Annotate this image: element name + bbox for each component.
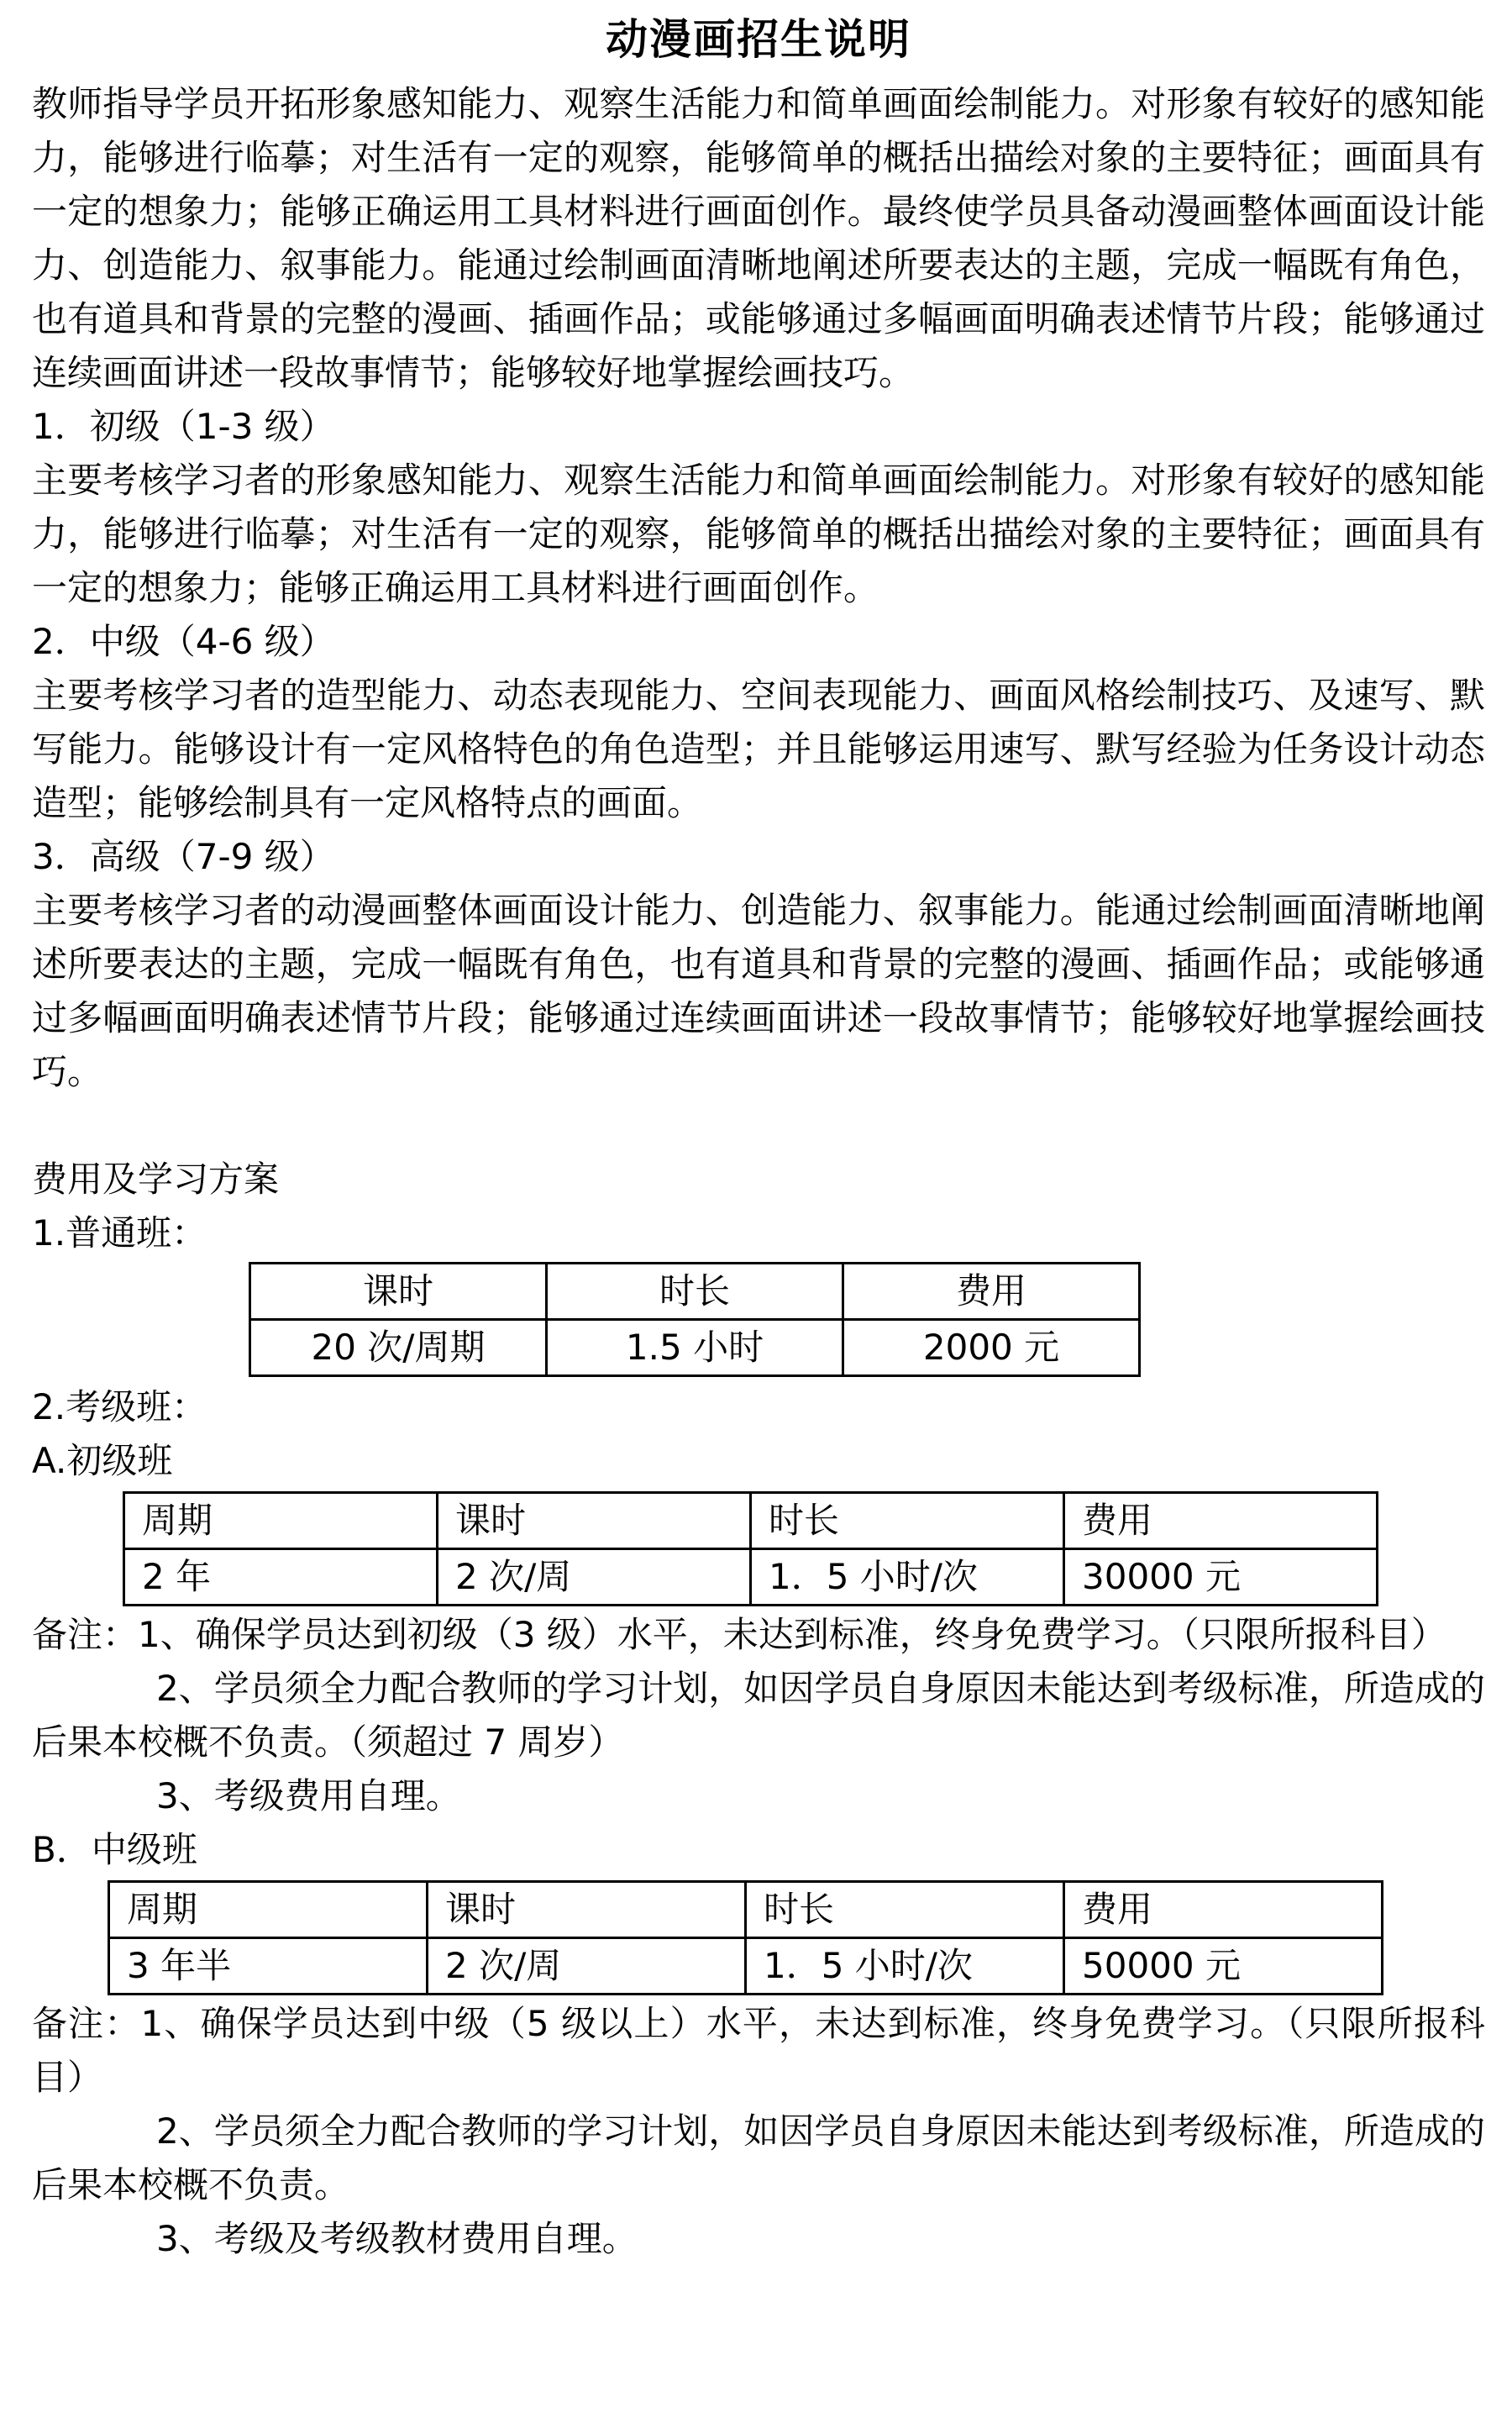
table-header-row — [250, 1264, 1140, 1320]
table-header-cell: 费用 — [1064, 1882, 1383, 1938]
table-row — [109, 1938, 1383, 1995]
table-cell: 30000 元 — [1064, 1549, 1378, 1606]
table-cell: 1.5 小时 — [547, 1320, 843, 1376]
intermediate-class-heading: B．中级班 — [32, 1829, 197, 1870]
beginner-class-table — [123, 1491, 1378, 1606]
table-header-row — [109, 1882, 1383, 1938]
level-1-heading: 1．初级（1-3 级） — [32, 406, 335, 447]
beginner-note-3: 3、考级费用自理。 — [156, 1775, 461, 1816]
beginner-note-1: 备注：1、确保学员达到初级（3 级）水平，未达到标准，终身免费学习。（只限所报科目） — [32, 1614, 1446, 1655]
table-header-cell: 周期 — [109, 1882, 428, 1938]
table-header-cell: 周期 — [124, 1493, 438, 1549]
table-cell: 2 年 — [124, 1549, 438, 1606]
table-header-cell: 课时 — [428, 1882, 746, 1938]
table-row — [124, 1549, 1378, 1606]
table-cell: 20 次/周期 — [250, 1320, 547, 1376]
beginner-note-2: 2、学员须全力配合教师的学习计划，如因学员自身原因未能达到考级标准，所造成的后果本校概不负责。（须超过 7 周岁） — [32, 1668, 1485, 1763]
intermediate-class-table — [108, 1880, 1383, 1995]
table-header-cell: 课时 — [250, 1264, 547, 1320]
level-2-text: 主要考核学习者的造型能力、动态表现能力、空间表现能力、画面风格绘制技巧、及速写、默写能力。能够设计有一定风格特色的角色造型；并且能够运用速写、默写经验为任务设计动态造型；能够绘制具有一定风格特点的画面。 — [32, 675, 1485, 823]
table-cell: 1．5 小时/次 — [751, 1549, 1064, 1606]
table-cell: 1．5 小时/次 — [746, 1938, 1064, 1995]
regular-class-heading: 1.普通班： — [32, 1212, 207, 1254]
page-title: 动漫画招生说明 — [606, 15, 911, 64]
table-header-cell: 课时 — [438, 1493, 751, 1549]
table-cell: 2 次/周 — [428, 1938, 746, 1995]
table-header-cell: 时长 — [746, 1882, 1064, 1938]
table-cell: 2 次/周 — [438, 1549, 751, 1606]
table-cell: 50000 元 — [1064, 1938, 1383, 1995]
beginner-class-heading: A.初级班 — [32, 1440, 173, 1481]
intermediate-note-3: 3、考级及考级教材费用自理。 — [156, 2218, 638, 2259]
table-header-row — [124, 1493, 1378, 1549]
fees-heading: 费用及学习方案 — [32, 1159, 280, 1200]
level-3-heading: 3．高级（7-9 级） — [32, 836, 335, 877]
table-cell: 2000 元 — [843, 1320, 1140, 1376]
table-cell: 3 年半 — [109, 1938, 428, 1995]
section-spacer — [32, 1099, 1485, 1153]
document-page — [32, 0, 1485, 2266]
level-2-heading: 2．中级（4-6 级） — [32, 621, 335, 662]
table-header-cell: 费用 — [1064, 1493, 1378, 1549]
table-header-cell: 时长 — [547, 1264, 843, 1320]
level-1-text: 主要考核学习者的形象感知能力、观察生活能力和简单画面绘制能力。对形象有较好的感知能力，能够进行临摹；对生活有一定的观察，能够简单的概括出描绘对象的主要特征；画面具有一定的想象力；能够正确运用工具材料进行画面创作。 — [32, 460, 1485, 608]
intermediate-note-1: 备注：1、确保学员达到中级（5 级以上）水平，未达到标准，终身免费学习。（只限所报科目） — [32, 2003, 1485, 2098]
intro-paragraph: 教师指导学员开拓形象感知能力、观察生活能力和简单画面绘制能力。对形象有较好的感知能力，能够进行临摹；对生活有一定的观察，能够简单的概括出描绘对象的主要特征；画面具有一定的想象力；能够正确运用工具材料进行画面创作。最终使学员具备动漫画整体画面设计能力、创造能力、叙事能力。能通过绘制画面清晰地阐述所要表达的主题，完成一幅既有角色，也有道具和背景的完整的漫画、插画作品；或能够通过多幅画面明确表述情节片段；能够通过连续画面讲述一段故事情节；能够较好地掌握绘画技巧。 — [32, 83, 1485, 393]
exam-class-heading: 2.考级班： — [32, 1386, 207, 1427]
table-header-cell: 费用 — [843, 1264, 1140, 1320]
table-header-cell: 时长 — [751, 1493, 1064, 1549]
level-3-text: 主要考核学习者的动漫画整体画面设计能力、创造能力、叙事能力。能通过绘制画面清晰地阐述所要表达的主题，完成一幅既有角色，也有道具和背景的完整的漫画、插画作品；或能够通过多幅画面明确表述情节片段；能够通过连续画面讲述一段故事情节；能够较好地掌握绘画技巧。 — [32, 890, 1485, 1092]
intermediate-note-2: 2、学员须全力配合教师的学习计划，如因学员自身原因未能达到考级标准，所造成的后果本校概不负责。 — [32, 2110, 1485, 2205]
table-row — [250, 1320, 1140, 1376]
regular-class-table — [249, 1262, 1141, 1377]
